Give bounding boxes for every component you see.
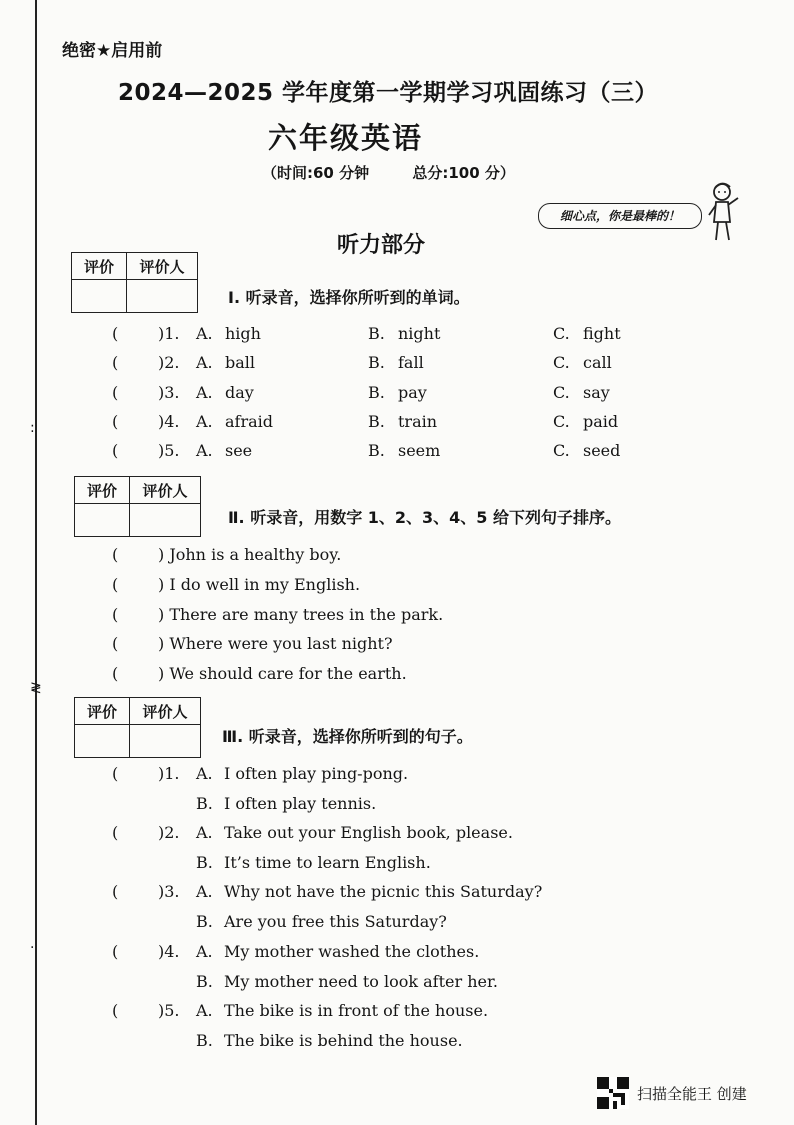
answer-blank[interactable]: ( [112,575,119,594]
answer-blank[interactable]: ( [112,882,119,901]
sentence-choice-row [0,794,794,816]
grade-label: 评价 [72,253,127,280]
option-b-label: B. [368,353,385,372]
option-b-text: The bike is behind the house. [224,1031,463,1050]
margin-mark: ≷ [30,680,42,696]
option-c-label: C. [553,353,570,372]
answer-blank[interactable]: ( [112,324,119,343]
option-c-text: say [583,383,610,402]
grade-box [71,252,198,313]
option-a-text: Take out your English book, please. [224,823,513,842]
ordering-row [0,605,794,627]
option-a-text: I often play ping-pong. [224,764,409,783]
option-a-label: A. [196,383,213,402]
question-number: )5. [158,1001,180,1020]
option-a-label: A. [196,353,213,372]
word-choice-row [0,353,794,375]
grader-cell[interactable] [130,725,201,758]
question-number: )2. [158,823,180,842]
answer-blank[interactable]: ( [112,664,119,683]
answer-blank[interactable]: ( [112,441,119,460]
question-number: )4. [158,412,180,431]
option-c-text: fight [583,324,621,343]
margin-dot: : [30,420,35,436]
option-b-text: My mother need to look after her. [224,972,498,991]
grade-cell[interactable] [75,725,130,758]
option-a-text: The bike is in front of the house. [224,1001,489,1020]
option-a-label: A. [196,882,213,901]
option-b-text: night [398,324,441,343]
sentence-choice-row [0,1001,794,1023]
sentence-choice-row [0,853,794,875]
grader-label: 评价人 [130,698,201,725]
ordering-row [0,545,794,567]
option-a-label: A. [196,412,213,431]
option-b-label: B. [368,324,385,343]
option-b-label: B. [368,412,385,431]
sentence-choice-row [0,882,794,904]
answer-blank[interactable]: ( [112,764,119,783]
grade-cell[interactable] [75,504,130,537]
question-number: )1. [158,764,180,783]
subject-title: 六年级英语 [268,121,424,155]
grade-box [74,476,201,537]
option-c-label: C. [553,324,570,343]
option-a-label: A. [196,764,213,783]
grade-label: 评价 [75,698,130,725]
question-number: )1. [158,324,180,343]
option-c-text: paid [583,412,619,431]
option-c-label: C. [553,383,570,402]
margin-dot: · [30,940,35,956]
section2-heading: Ⅱ. 听录音，用数字 1、2、3、4、5 给下列句子排序。 [228,508,621,527]
scanner-watermark [597,1077,747,1109]
section3-heading: Ⅲ. 听录音，选择你所听到的句子。 [222,727,473,746]
question-number: )2. [158,353,180,372]
option-b-text: It’s time to learn English. [224,853,431,872]
sentence-choice-row [0,942,794,964]
answer-blank[interactable]: ( [112,605,119,624]
question-number: )3. [158,383,180,402]
sentence-choice-row [0,972,794,994]
exam-meta [262,162,553,183]
option-a-text: Why not have the picnic this Saturday? [224,882,543,901]
listening-part-title: 听力部分 [337,233,426,258]
option-a-text: high [225,324,261,343]
sentence-text: ) We should care for the earth. [158,664,407,683]
answer-blank[interactable]: ( [112,353,119,372]
answer-blank[interactable]: ( [112,383,119,402]
question-number: )5. [158,441,180,460]
grade-cell[interactable] [72,280,127,313]
sentence-choice-row [0,764,794,786]
option-a-label: A. [196,441,213,460]
ordering-row [0,575,794,597]
question-number: )3. [158,882,180,901]
sentence-choice-row [0,912,794,934]
option-c-text: seed [583,441,621,460]
option-a-label: A. [196,942,213,961]
grader-label: 评价人 [130,477,201,504]
option-b-label: B. [196,1031,213,1050]
option-b-text: pay [398,383,427,402]
total-score: 总分:100 分） [412,164,515,182]
word-choice-row [0,412,794,434]
encouragement-bubble: 细心点，你是最棒的！ [538,203,702,229]
qr-code-icon [597,1077,629,1109]
option-b-label: B. [196,794,213,813]
option-a-label: A. [196,1001,213,1020]
option-b-label: B. [368,441,385,460]
option-b-label: B. [196,972,213,991]
exam-title: 2024—2025 学年度第一学期学习巩固练习（三） [118,80,659,106]
word-choice-row [0,324,794,346]
answer-blank[interactable]: ( [112,634,119,653]
option-a-text: My mother washed the clothes. [224,942,480,961]
question-number: )4. [158,942,180,961]
option-b-text: train [398,412,438,431]
option-a-label: A. [196,324,213,343]
grade-box [74,697,201,758]
option-c-label: C. [553,441,570,460]
sentence-text: ) John is a healthy boy. [158,545,342,564]
option-a-text: day [225,383,254,402]
option-b-text: seem [398,441,441,460]
word-choice-row [0,441,794,463]
ordering-row [0,634,794,656]
answer-blank[interactable]: ( [112,823,119,842]
confidential-label: 绝密★启用前 [62,41,163,61]
option-b-text: I often play tennis. [224,794,377,813]
answer-blank[interactable]: ( [112,545,119,564]
option-b-label: B. [196,853,213,872]
option-c-text: call [583,353,612,372]
answer-blank[interactable]: ( [112,1001,119,1020]
sentence-choice-row [0,823,794,845]
sentence-text: ) Where were you last night? [158,634,393,653]
option-c-label: C. [553,412,570,431]
sentence-text: ) I do well in my English. [158,575,361,594]
answer-blank[interactable]: ( [112,412,119,431]
word-choice-row [0,383,794,405]
time-limit: （时间:60 分钟 [262,164,370,182]
grader-cell[interactable] [127,280,198,313]
option-a-text: see [225,441,253,460]
option-b-text: Are you free this Saturday? [224,912,447,931]
answer-blank[interactable]: ( [112,942,119,961]
grader-cell[interactable] [130,504,201,537]
option-a-text: afraid [225,412,274,431]
ordering-row [0,664,794,686]
mascot-icon [706,180,742,244]
section1-heading: Ⅰ. 听录音，选择你所听到的单词。 [228,288,470,307]
option-b-label: B. [368,383,385,402]
option-a-label: A. [196,823,213,842]
sentence-text: ) There are many trees in the park. [158,605,444,624]
sentence-choice-row [0,1031,794,1053]
grader-label: 评价人 [127,253,198,280]
option-b-text: fall [398,353,424,372]
scanner-text: 扫描全能王 创建 [637,1084,747,1103]
grade-label: 评价 [75,477,130,504]
option-a-text: ball [225,353,256,372]
option-b-label: B. [196,912,213,931]
